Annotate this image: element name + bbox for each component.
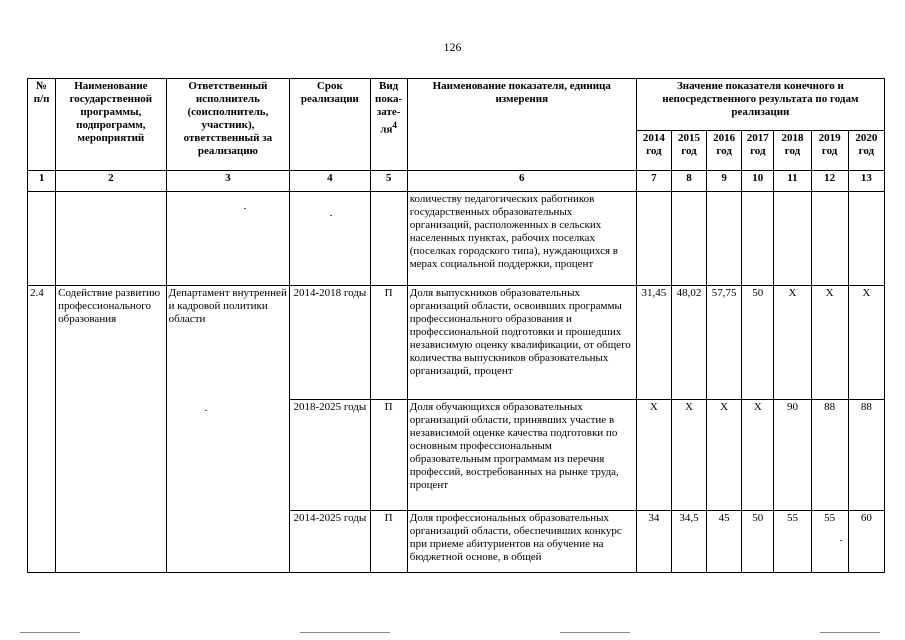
column-number: 10	[742, 171, 774, 192]
header-row	[28, 79, 885, 131]
table-row	[28, 286, 885, 400]
column-number: 4	[290, 171, 370, 192]
column-number: 5	[370, 171, 407, 192]
scan-edge-mark	[20, 632, 80, 633]
scan-speck	[840, 540, 842, 541]
indicator-cell: Доля профессиональных образовательных организаций области, обеспечивших конкурс при приеме абитуриентов на обучение на бюджетной основе, в общей	[407, 511, 636, 573]
value-cell: 34	[636, 511, 671, 573]
header-indicator: Наименование показателя, единица измерения	[407, 79, 636, 171]
column-number: 2	[56, 171, 167, 192]
header-kind	[370, 79, 407, 171]
header-num: № п/п	[28, 79, 56, 171]
indicator-table	[27, 78, 885, 573]
value-cell: 48,02	[671, 286, 706, 400]
header-values-group: Значение показателя конечного и непосредственного результата по годам реализации	[636, 79, 884, 131]
continued-row	[28, 192, 885, 286]
page-number: 126	[443, 40, 462, 54]
value-cell: 50	[742, 511, 774, 573]
scan-speck	[205, 410, 207, 411]
value-cell: 60	[848, 511, 884, 573]
header-executor: Ответственный исполнитель (соисполнитель, участник), ответственный за реализацию	[166, 79, 290, 171]
column-number: 7	[636, 171, 671, 192]
value-cell: 31,45	[636, 286, 671, 400]
indicator-cell: Доля выпускников образовательных организаций области, освоивших программы профессионального образования и профессиональной подготовки и прошедших независимую оценку квалификации, от общего количества выпускников образовательных организаций, процент	[407, 286, 636, 400]
column-number: 11	[774, 171, 811, 192]
column-number: 6	[407, 171, 636, 192]
value-cell: 88	[848, 400, 884, 511]
value-cell: Х	[707, 400, 742, 511]
value-cell: 90	[774, 400, 811, 511]
header-name: Наименование государственной программы, подпрограмм, мероприятий	[56, 79, 167, 171]
column-number: 8	[671, 171, 706, 192]
kind-cell: П	[370, 511, 407, 573]
item-name: Содействие развитию профессионального образования	[56, 286, 167, 573]
column-number-row	[28, 171, 885, 192]
column-number: 9	[707, 171, 742, 192]
value-cell: Х	[671, 400, 706, 511]
kind-cell: П	[370, 400, 407, 511]
header-kind-label: Вид пока-зате-ля	[375, 80, 403, 136]
term-cell: 2014-2018 годы	[290, 286, 370, 400]
scan-speck	[330, 215, 332, 216]
value-cell: Х	[742, 400, 774, 511]
value-cell: 57,75	[707, 286, 742, 400]
kind-cell: П	[370, 286, 407, 400]
value-cell: 55	[811, 511, 848, 573]
scan-edge-mark	[560, 632, 630, 633]
header-year: 2020 год	[848, 131, 884, 171]
header-year: 2018 год	[774, 131, 811, 171]
column-number: 1	[28, 171, 56, 192]
item-number: 2.4	[28, 286, 56, 573]
value-cell: 55	[774, 511, 811, 573]
value-cell: Х	[774, 286, 811, 400]
value-cell: 34,5	[671, 511, 706, 573]
scan-edge-mark	[300, 632, 390, 633]
header-year: 2014 год	[636, 131, 671, 171]
value-cell: 50	[742, 286, 774, 400]
scan-edge-mark	[820, 632, 880, 633]
term-cell: 2018-2025 годы	[290, 400, 370, 511]
column-number: 3	[166, 171, 290, 192]
item-executor: Департамент внутренней и кадровой политики области	[166, 286, 290, 573]
value-cell: 88	[811, 400, 848, 511]
indicator-cell: Доля обучающихся образовательных организаций области, принявших участие в независимой оценке качества подготовки по основным профессиональным образовательным программам из перечня профессий, востребованных на рынке труда, процент	[407, 400, 636, 511]
column-number: 12	[811, 171, 848, 192]
column-number: 13	[848, 171, 884, 192]
header-year: 2017 год	[742, 131, 774, 171]
header-term: Срок реализации	[290, 79, 370, 171]
value-cell: 45	[707, 511, 742, 573]
value-cell: Х	[636, 400, 671, 511]
value-cell: Х	[811, 286, 848, 400]
header-year: 2016 год	[707, 131, 742, 171]
term-cell: 2014-2025 годы	[290, 511, 370, 573]
scan-speck	[244, 208, 246, 209]
header-year: 2019 год	[811, 131, 848, 171]
header-year: 2015 год	[671, 131, 706, 171]
header-kind-footnote: 4	[392, 120, 397, 130]
indicator-cell: количеству педагогических работников государственных образовательных организаций, расположенных в сельских населенных пунктах, рабочих поселках (поселках городского типа), нуждающихся в мерах социальной поддержки, процент	[407, 192, 636, 286]
value-cell: Х	[848, 286, 884, 400]
